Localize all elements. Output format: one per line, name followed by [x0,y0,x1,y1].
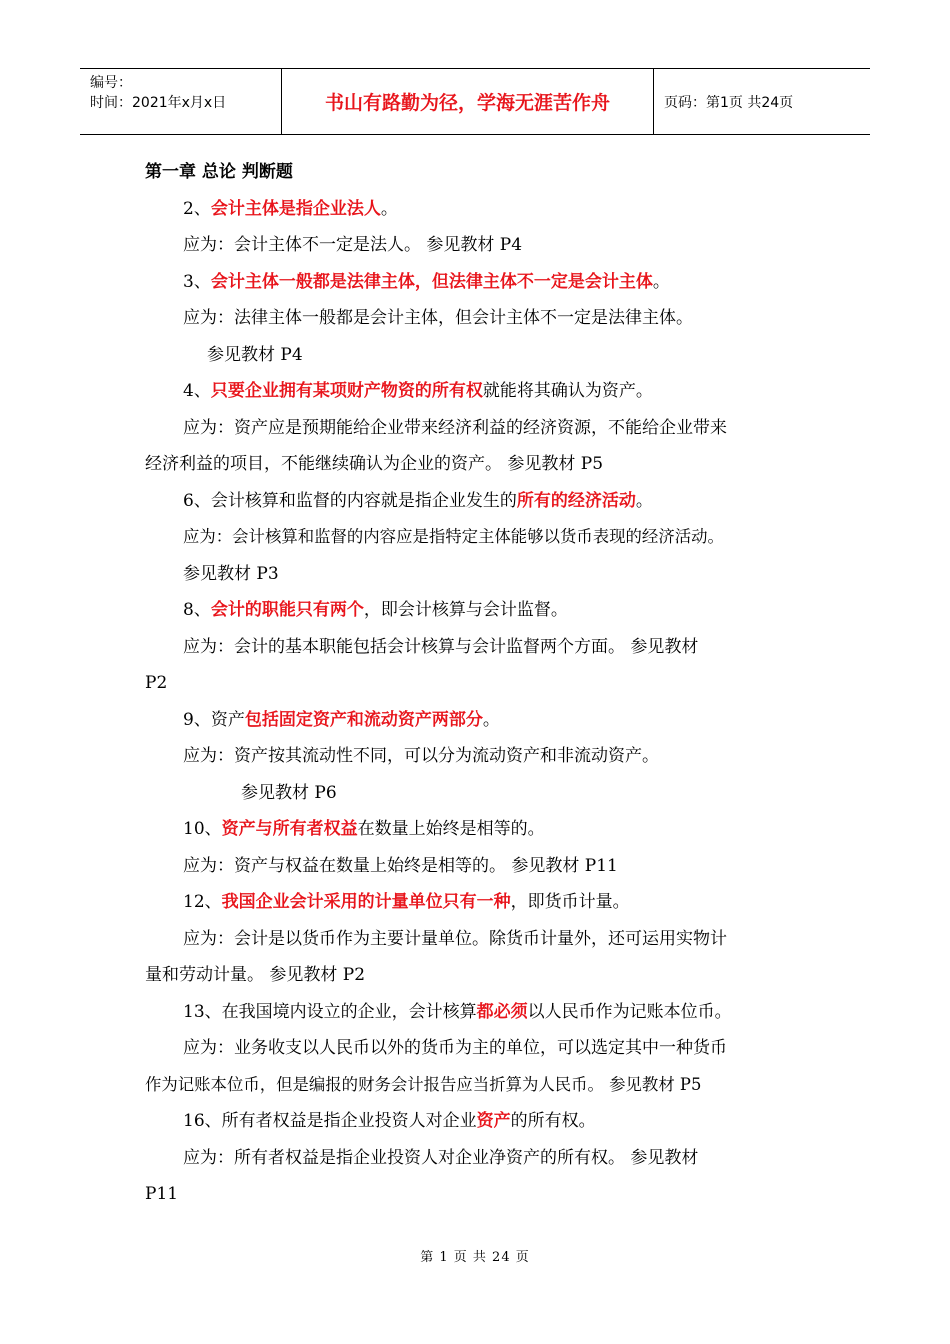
item-number: 3、 [183,271,211,292]
answer-reference: 参见教材 P4 [207,344,303,365]
item-highlight: 所有的经济活动 [516,490,636,511]
answer-reference: P2 [145,673,168,693]
answer-line: 应为：资产按其流动性不同，可以分为流动资产和非流动资产。 [183,746,659,766]
answer-line: 应为：会计主体不一定是法人。 参见教材 P4 [183,235,523,255]
item-text: 就能将其确认为资产。 [482,381,653,401]
page-header [80,68,870,135]
question-item [145,811,809,848]
item-highlight: 资产 [476,1111,511,1131]
item-text: 会计核算和监督的内容就是指企业发生的 [210,490,517,511]
item-number: 9、 [183,709,211,730]
question-item [145,1103,809,1140]
item-number: 10、 [183,819,222,839]
answer-line: 应为：业务收支以人民币以外的货币为主的单位，可以选定其中一种货币 [183,1038,727,1058]
item-highlight: 只要企业拥有某项财产物资的所有权 [210,381,483,401]
answer-line: 应为：资产与权益在数量上始终是相等的。 参见教材 P11 [183,855,618,876]
document-body [145,154,809,1213]
question-item [145,884,809,921]
answer-line: 应为：会计是以货币作为主要计量单位。除货币计量外，还可运用实物计 [183,928,727,949]
question-item [145,592,809,629]
item-number: 6、 [183,490,211,511]
answer-line: 应为：会计的基本职能包括会计核算与会计监督两个方面。 参见教材 [183,636,699,657]
item-number: 16、 [183,1111,222,1131]
item-highlight: 都必须 [476,1001,528,1022]
item-text: 以人民币作为记账本位币。 [527,1001,732,1022]
item-highlight: 会计主体一般都是法律主体，但法律主体不一定是会计主体 [210,271,653,292]
number-label: 编号： [90,75,132,91]
answer-line: 量和劳动计量。 参见教材 P2 [145,965,366,985]
item-text: 。 [635,490,653,511]
question-item [145,994,809,1031]
chapter-title: 第一章 总论 判断题 [145,162,293,182]
item-text: ，即货币计量。 [510,892,630,912]
page-footer: 第 1 页 共 24 页 [420,1250,530,1265]
question-item [145,702,809,739]
item-text: 的所有权。 [510,1111,596,1131]
answer-line: 应为：资产应是预期能给企业带来经济利益的经济资源，不能给企业带来 [183,417,727,438]
date-label: 时间：2021年x月x日 [90,95,227,111]
answer-reference: P11 [145,1184,179,1204]
item-text: 。 [482,709,500,730]
item-text: 在数量上始终是相等的。 [357,819,545,839]
item-text: 资产 [210,709,245,730]
question-item [145,264,809,301]
answer-reference: 参见教材 P3 [183,563,279,584]
answer-line: 经济利益的项目，不能继续确认为企业的资产。 参见教材 P5 [145,454,604,474]
item-number: 2、 [183,198,211,219]
answer-reference: 参见教材 P6 [241,782,337,803]
item-number: 12、 [183,892,222,912]
answer-line: 作为记账本位币，但是编报的财务会计报告应当折算为人民币。 参见教材 P5 [145,1074,702,1094]
item-highlight: 资产与所有者权益 [221,819,358,839]
item-highlight: 会计的职能只有两个 [210,600,364,620]
question-item [145,373,809,410]
item-highlight: 会计主体是指企业法人 [210,198,381,219]
item-number: 13、 [183,1001,222,1022]
item-highlight: 包括固定资产和流动资产两部分 [244,709,483,730]
item-text: 所有者权益是指企业投资人对企业 [221,1111,477,1131]
item-text: ，即会计核算与会计监督。 [363,600,568,620]
item-number: 8、 [183,600,211,620]
answer-line: 应为：法律主体一般都是会计主体，但会计主体不一定是法律主体。 [183,308,693,328]
answer-line: 应为：会计核算和监督的内容应是指特定主体能够以货币表现的经济活动。 [183,527,724,546]
header-motto: 书山有路勤为径，学海无涯苦作舟 [282,69,654,134]
answer-line: 应为：所有者权益是指企业投资人对企业净资产的所有权。 参见教材 [183,1147,699,1168]
item-text: 在我国境内设立的企业，会计核算 [221,1001,477,1022]
question-item [145,483,809,520]
header-page-info: 页码：第1页 共24页 [664,94,794,111]
item-number: 4、 [183,381,211,401]
header-meta [80,69,282,134]
item-text: 。 [652,271,670,292]
item-text: 。 [380,198,398,219]
question-item [145,191,809,228]
item-highlight: 我国企业会计采用的计量单位只有一种 [221,892,511,912]
